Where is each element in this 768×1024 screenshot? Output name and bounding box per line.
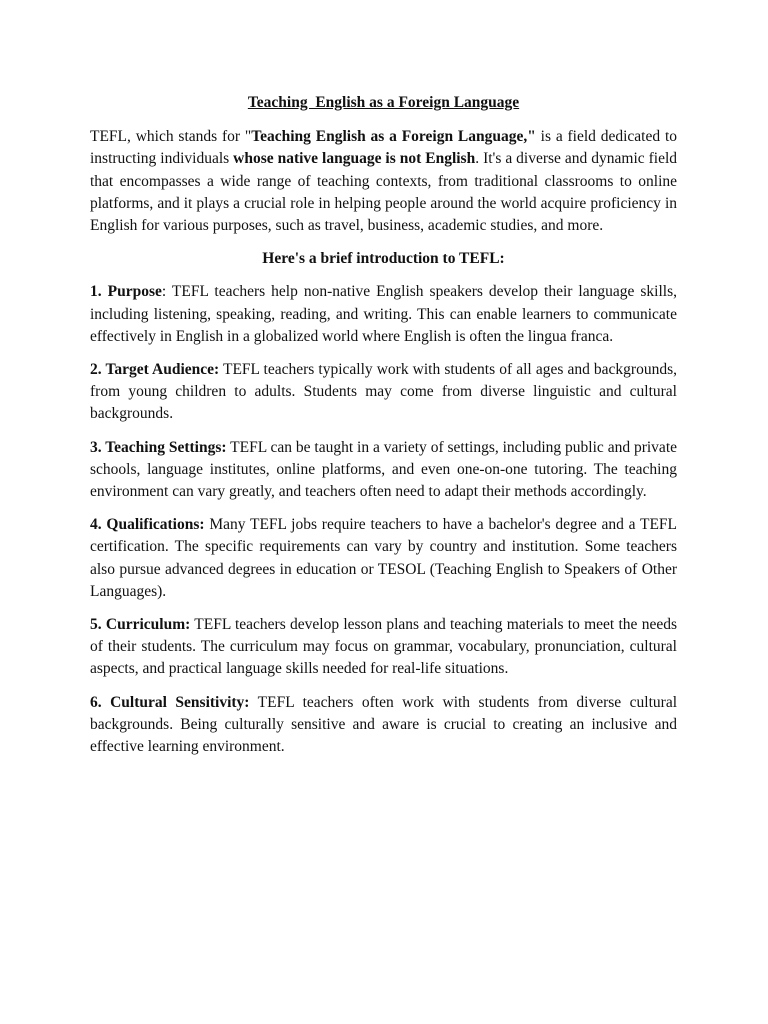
intro-paragraph <box>90 126 677 237</box>
intro-text-1: TEFL, which stands for " <box>90 128 252 146</box>
section-cultural-sensitivity <box>90 692 677 759</box>
section-subheading: Here's a brief introduction to TEFL: <box>262 250 505 268</box>
section-text: Many TEFL jobs require teachers to have a bachelor's degree and a TEFL certification. The specific requirements can vary by country and institution. Some teachers also pursue advanced degrees in education or TESOL (Teaching English to Speakers of Other Languages). <box>90 516 677 600</box>
section-text: TEFL can be taught in a variety of settings, including public and private schools, language institutes, online platforms, and even one-on-one tutoring. The teaching environment can vary greatly, and teachers often need to adapt their methods accordingly. <box>90 438 677 501</box>
section-text: TEFL teachers develop lesson plans and teaching materials to meet the needs of their students. The curriculum may focus on grammar, vocabulary, pronunciation, cultural aspects, and practical language skills needed for real-life situations. <box>90 616 677 678</box>
section-target-audience <box>90 359 677 426</box>
intro-text-2: is a field dedicated to instructing individuals <box>90 128 677 168</box>
section-curriculum <box>90 614 677 681</box>
section-text: TEFL teachers often work with students from diverse cultural backgrounds. Being culturally sensitive and aware is crucial to creating an inclusive and effective learning environment. <box>90 693 677 756</box>
section-heading: 1. Purpose <box>90 283 162 301</box>
intro-bold-1: Teaching English as a Foreign Language," <box>251 128 536 146</box>
section-purpose <box>90 281 677 348</box>
section-teaching-settings <box>90 437 677 504</box>
section-heading: 5. Curriculum: <box>90 616 191 634</box>
intro-bold-2: whose native language is not English <box>233 150 476 168</box>
section-heading: 4. Qualifications: <box>90 516 205 534</box>
section-text: TEFL teachers typically work with students of all ages and backgrounds, from young children to adults. Students may come from diverse linguistic and cultural backgrounds. <box>90 361 677 423</box>
section-heading: 6. Cultural Sensitivity: <box>90 693 250 711</box>
section-heading: 2. Target Audience: <box>90 361 220 379</box>
section-text: : TEFL teachers help non-native English speakers develop their language skills, including listening, speaking, reading, and writing. This can enable learners to communicate effectively in English in a globalized world where English is often the lingua franca. <box>90 283 677 345</box>
intro-text-3: . It's a diverse and dynamic field that encompasses a wide range of teaching contexts, from traditional classrooms to online platforms, and it plays a crucial role in helping people around the world acquire proficiency in English for various purposes, such as travel, business, academic studies, and more. <box>90 150 678 235</box>
section-heading: 3. Teaching Settings: <box>90 438 227 456</box>
section-qualifications <box>90 514 677 603</box>
document-title: Teaching English as a Foreign Language <box>247 94 520 111</box>
document-page <box>90 92 677 769</box>
